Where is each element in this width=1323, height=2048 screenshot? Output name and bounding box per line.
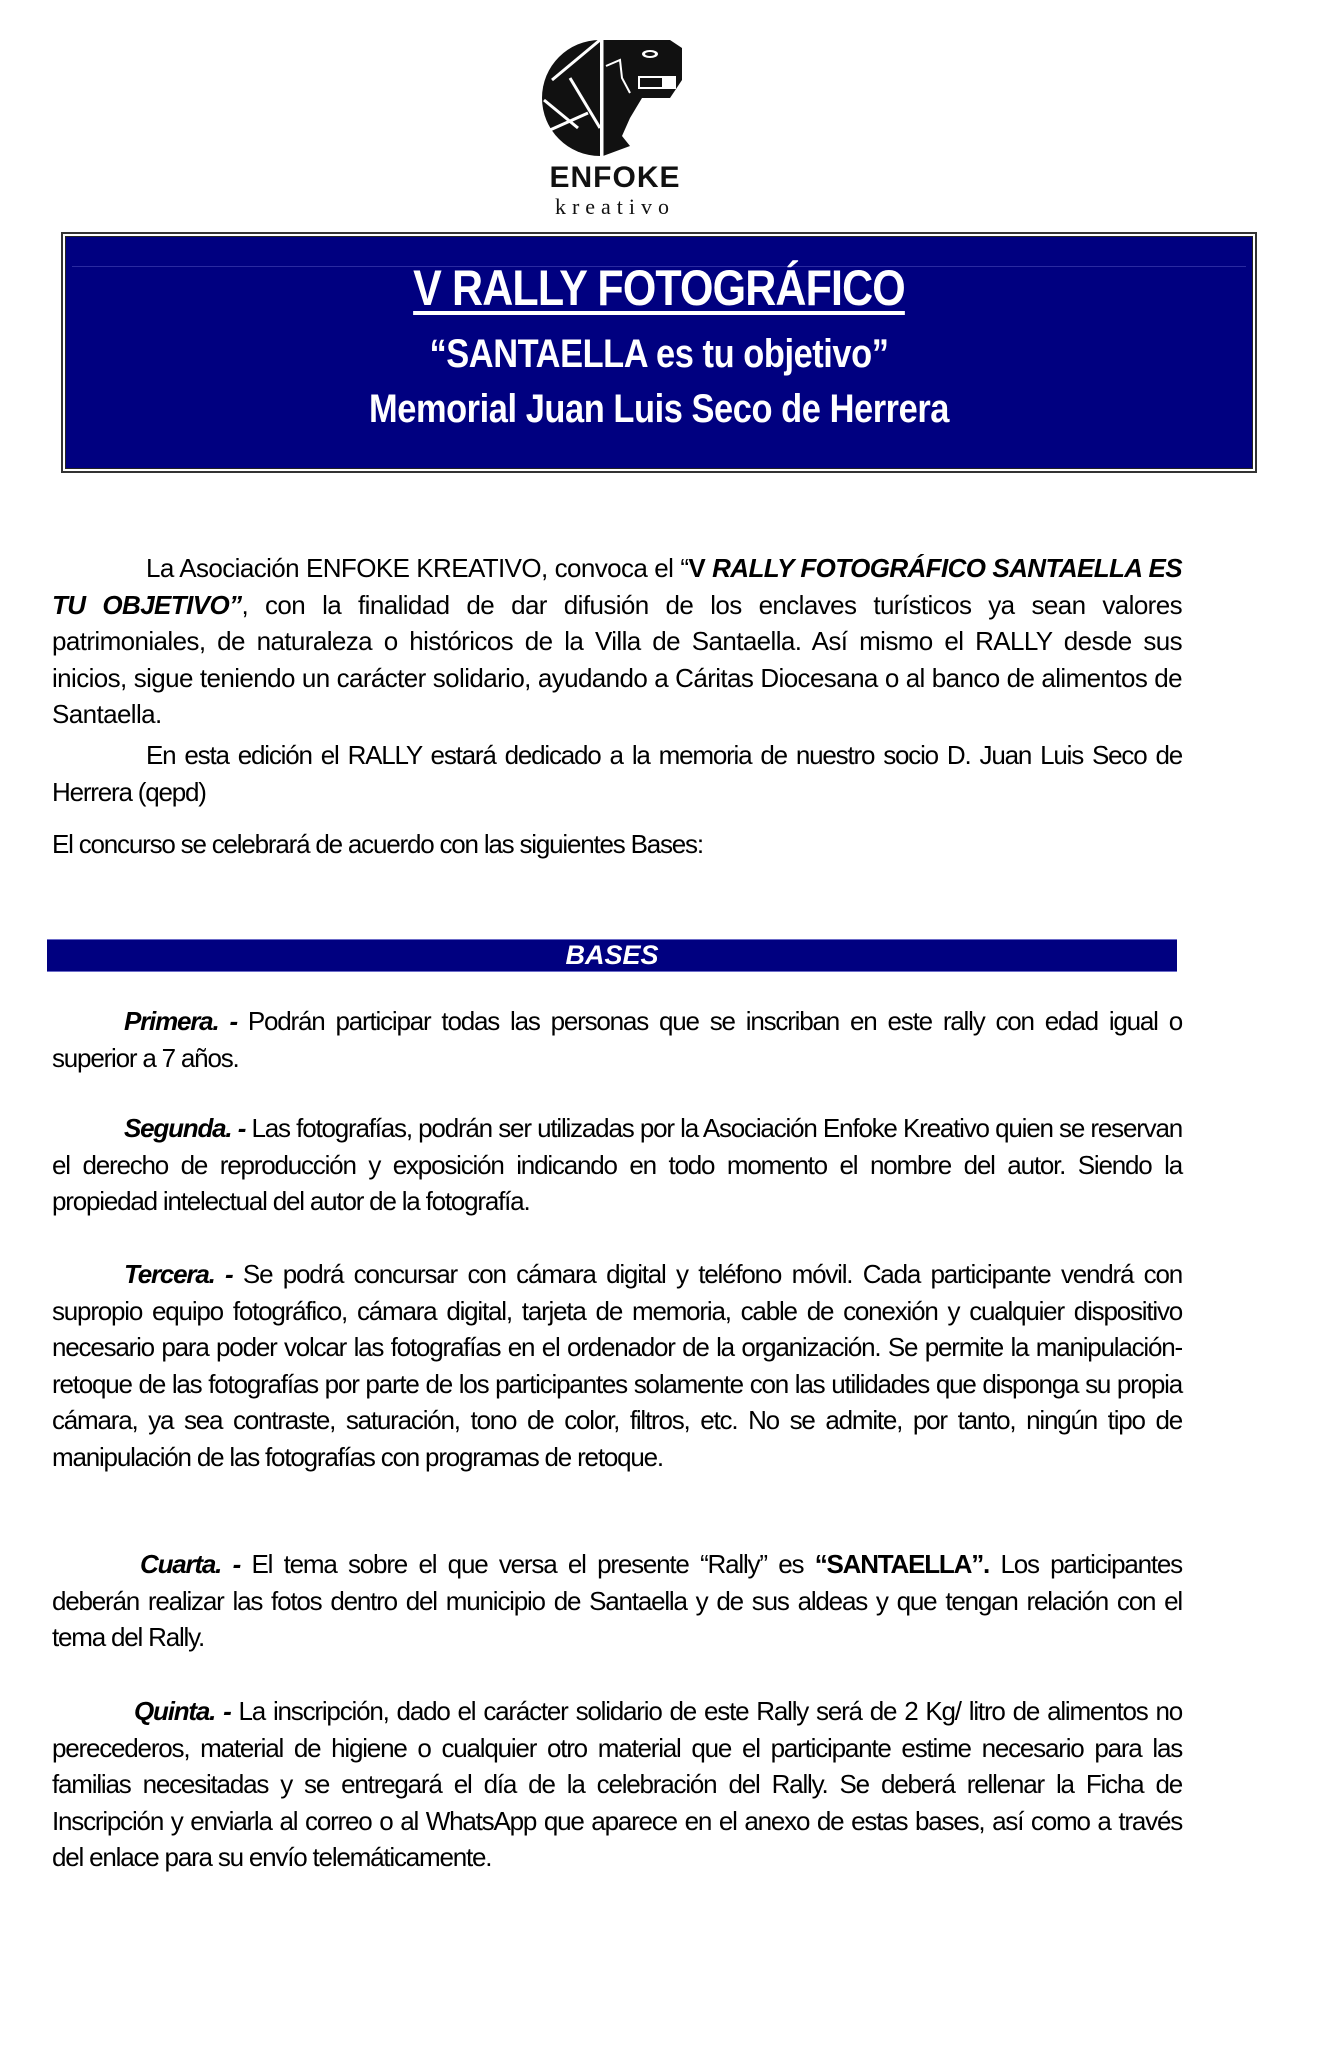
dedication-paragraph xyxy=(52,737,1182,810)
bases-intro: El concurso se celebrará de acuerdo con las siguientes Bases: xyxy=(52,829,703,859)
base-label: Cuarta. - xyxy=(140,1549,241,1579)
intro-rally-name: RALLY FOTOGRÁFICO SANTAELLA ES TU OBJETIVO” xyxy=(52,553,1182,620)
intro-rest: , con la finalidad de dar difusión de los enclaves turísticos ya sean valores patrimoniales, de naturaleza o históricos de la Villa de Santaella. Así mismo el RALLY desde sus inicios, sigue teniendo un carácter solidario, ayudando a Cáritas Diocesana o al banco de alimentos de Santaella. xyxy=(52,589,1182,729)
base-text-after: Los participantes deberán realizar las fotos dentro del municipio de Santaella y de sus aldeas y que tengan relación con el tema del Rally. xyxy=(52,1549,1182,1652)
base-emphasis: “SANTAELLA”. xyxy=(814,1549,990,1579)
intro-paragraph xyxy=(52,550,1182,733)
dedication-text: En esta edición el RALLY estará dedicado a la memoria de nuestro socio D. Juan Luis Seco de Herrera (qepd) xyxy=(52,740,1182,807)
title-banner xyxy=(61,232,1257,473)
base-text: Las fotografías, podrán ser utilizadas por la Asociación Enfoke Kreativo quien se reservan el derecho de reproducción y exposición indicando en todo momento el nombre del autor. Siendo la propiedad intelectual del autor de la fotografía. xyxy=(52,1113,1182,1216)
base-item-tercera xyxy=(52,1256,1182,1475)
base-item-primera xyxy=(52,1003,1182,1076)
base-text: Podrán participar todas las personas que se inscriban en este rally con edad igual o superior a 7 años. xyxy=(52,1006,1182,1073)
base-label: Primera. - xyxy=(124,1006,237,1036)
title-banner-inner xyxy=(65,236,1253,469)
base-label: Segunda. - xyxy=(124,1113,246,1143)
base-text: La inscripción, dado el carácter solidario de este Rally será de 2 Kg/ litro de alimentos no perecederos, material de higiene o cualquier otro material que el participante estime necesario para las familias necesitadas y se entregará el día de la celebración del Rally. Se deberá rellenar la Ficha de Inscripción y enviarla al correo o al WhatsApp que aparece en el anexo de estas bases, así como a través del enlace para su envío telemáticamente. xyxy=(52,1696,1183,1872)
logo-name-sub: kreativo xyxy=(554,194,676,219)
dinosaur-aperture-icon xyxy=(530,18,700,163)
intro-lead: La Asociación ENFOKE KREATIVO, convoca el “ xyxy=(146,553,689,583)
logo-name-main: ENFOKE xyxy=(549,161,681,194)
enfoke-kreativo-logo xyxy=(530,18,700,218)
bases-heading: BASES xyxy=(47,939,1177,972)
base-text-before: El tema sobre el que versa el presente “Rally” es xyxy=(240,1549,815,1579)
base-item-segunda xyxy=(52,1110,1182,1220)
memorial-line: Memorial Juan Luis Seco de Herrera xyxy=(369,387,949,431)
base-item-quinta xyxy=(52,1693,1182,1876)
document-title: V RALLY FOTOGRÁFICO xyxy=(413,260,905,316)
base-label: Tercera. - xyxy=(124,1259,233,1289)
document-subtitle: “SANTAELLA es tu objetivo” xyxy=(429,332,889,376)
base-item-cuarta xyxy=(52,1546,1182,1656)
base-text: Se podrá concursar con cámara digital y teléfono móvil. Cada participante vendrá con supropio equipo fotográfico, cámara digital, tarjeta de memoria, cable de conexión y cualquier dispositivo necesario para poder volcar las fotografías en el ordenador de la organización. Se permite la manipulación-retoque de las fotografías por parte de los participantes solamente con las utilidades que disponga su propia cámara, ya sea contraste, saturación, tono de color, filtros, etc. No se admite, por tanto, ningún tipo de manipulación de las fotografías con programas de retoque. xyxy=(52,1259,1182,1472)
intro-v: V xyxy=(688,553,713,583)
base-label: Quinta. - xyxy=(134,1696,231,1726)
